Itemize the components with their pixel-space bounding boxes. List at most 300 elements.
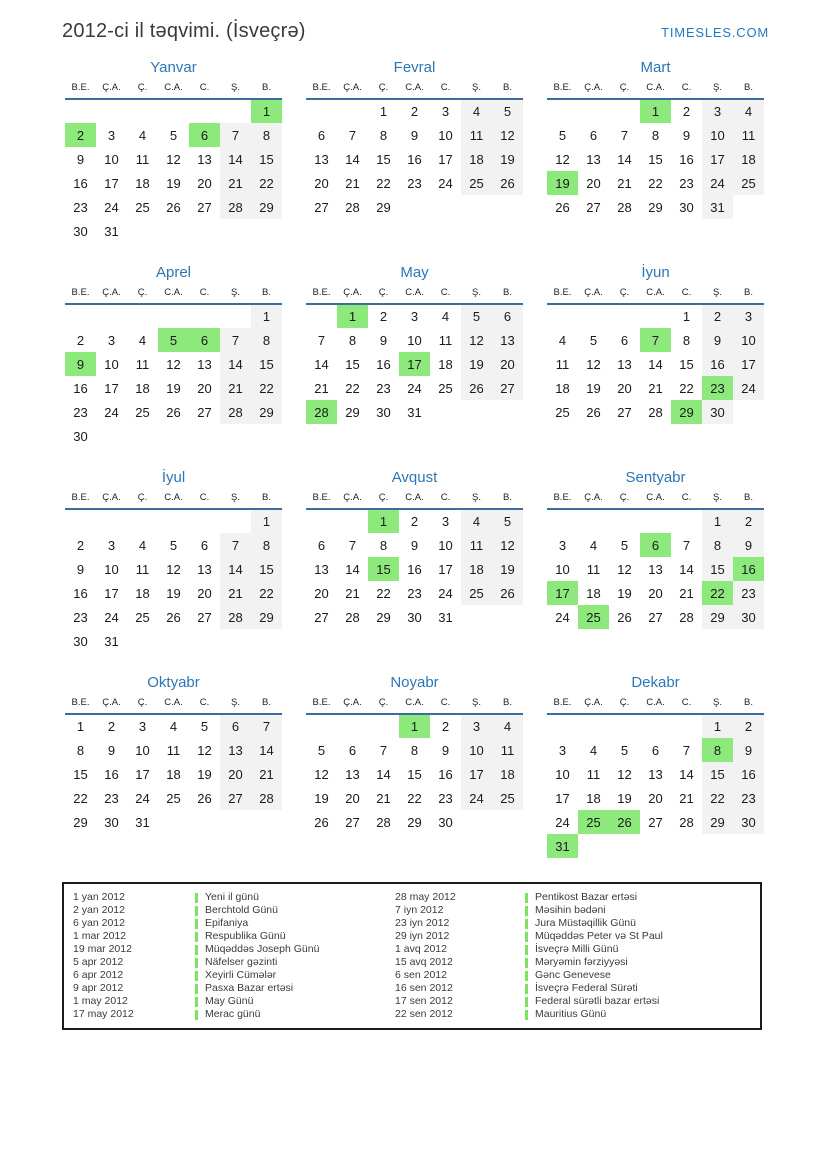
weekday-header: Ç. (609, 286, 640, 304)
day-cell: 7 (220, 328, 251, 352)
weekday-header: Ş. (702, 286, 733, 304)
holiday-tick-icon (525, 997, 528, 1007)
holiday-name-label: Məryəmin fərziyyəsi (535, 956, 628, 968)
day-cell: 9 (107, 742, 116, 758)
holiday-name (195, 930, 395, 943)
day-cell: 26 (166, 404, 181, 420)
day-cell: 4 (138, 537, 147, 553)
holiday-name-label: May Günü (205, 995, 254, 1007)
day-cell: 28 (345, 199, 360, 215)
day-cell: 12 (492, 533, 523, 557)
weekday-header: B. (492, 491, 523, 509)
day-cell-empty (671, 509, 702, 533)
day-cell: 29 (671, 400, 702, 424)
weekday-header: Ş. (220, 286, 251, 304)
day-cell: 11 (555, 356, 570, 372)
holiday-name-label: Məsihin bədəni (535, 904, 606, 916)
weekday-header: B.E. (547, 491, 578, 509)
day-cell: 25 (555, 404, 570, 420)
holiday-date: 15 avq 2012 (395, 956, 453, 968)
day-cell: 9 (682, 127, 691, 143)
holiday-name-label: Epifaniya (205, 917, 249, 929)
weekday-header: C.A. (399, 81, 430, 99)
day-cell: 28 (220, 605, 251, 629)
day-cell: 3 (107, 332, 116, 348)
day-cell: 3 (702, 99, 733, 123)
day-cell: 19 (617, 790, 632, 806)
day-cell: 2 (410, 104, 419, 119)
day-cell: 10 (733, 328, 764, 352)
day-cell: 16 (73, 175, 88, 191)
week-row (306, 304, 523, 328)
weekday-header: B. (733, 286, 764, 304)
day-cell: 14 (220, 557, 251, 581)
weekday-header: Ç.A. (578, 491, 609, 509)
day-cell: 20 (197, 175, 212, 191)
day-cell: 14 (251, 738, 282, 762)
day-cell: 25 (135, 199, 150, 215)
day-cell-empty (96, 424, 127, 448)
holiday-tick-icon (195, 945, 198, 955)
weekday-header: C. (430, 81, 461, 99)
week-row (547, 509, 764, 533)
day-cell: 7 (348, 537, 357, 553)
day-cell-empty (220, 810, 251, 834)
day-cell: 25 (135, 609, 150, 625)
holiday-date: 17 may 2012 (73, 1008, 134, 1020)
day-cell: 13 (197, 356, 212, 372)
day-cell: 12 (617, 561, 632, 577)
week-row (547, 99, 764, 123)
day-cell: 3 (733, 304, 764, 328)
holiday-name (195, 943, 395, 956)
day-cell: 13 (197, 151, 212, 167)
holiday-tick-icon (525, 984, 528, 994)
holiday-tick-icon (525, 945, 528, 955)
month-table (306, 696, 523, 834)
day-cell: 27 (314, 609, 329, 625)
holiday-name (525, 969, 756, 982)
day-cell: 25 (135, 404, 150, 420)
day-cell: 18 (135, 175, 150, 191)
month-table (65, 81, 282, 243)
day-cell-empty (578, 834, 609, 858)
day-cell: 1 (251, 509, 282, 533)
day-cell: 8 (702, 738, 733, 762)
weekday-header: Ç.A. (578, 81, 609, 99)
day-cell: 6 (200, 537, 209, 553)
day-cell-empty (578, 509, 609, 533)
day-cell: 7 (640, 328, 671, 352)
day-cell-empty (65, 509, 96, 533)
month-table (306, 491, 523, 629)
holiday-date: 28 may 2012 (395, 891, 456, 903)
holiday-name-label: Yeni il günü (205, 891, 259, 903)
day-cell: 6 (640, 533, 671, 557)
day-cell: 15 (251, 352, 282, 376)
weekday-header: B.E. (547, 286, 578, 304)
day-cell: 28 (251, 786, 282, 810)
week-row (65, 533, 282, 557)
weekday-header: C.A. (158, 696, 189, 714)
holiday-date: 5 apr 2012 (73, 956, 124, 968)
day-cell: 4 (169, 719, 178, 734)
legend-row (73, 930, 756, 943)
week-row (65, 738, 282, 762)
legend-row (73, 904, 756, 917)
day-cell: 2 (76, 537, 85, 553)
week-row (306, 786, 523, 810)
month-table (306, 286, 523, 424)
day-cell-empty (733, 400, 764, 424)
day-cell: 21 (314, 380, 329, 396)
day-cell: 23 (438, 790, 453, 806)
day-cell: 25 (166, 790, 181, 806)
week-row (547, 810, 764, 834)
day-cell: 19 (166, 585, 181, 601)
day-cell-empty (609, 714, 640, 738)
day-cell: 7 (620, 127, 629, 143)
day-cell: 4 (733, 99, 764, 123)
day-cell: 26 (586, 404, 601, 420)
day-cell-empty (492, 810, 523, 834)
day-cell: 11 (135, 356, 150, 372)
day-cell: 5 (169, 127, 178, 143)
day-cell: 20 (314, 175, 329, 191)
month-title: Yanvar (150, 59, 197, 76)
day-cell: 1 (640, 99, 671, 123)
holiday-date: 1 may 2012 (73, 995, 128, 1007)
week-row (306, 352, 523, 376)
day-cell: 20 (220, 762, 251, 786)
day-cell: 12 (617, 766, 632, 782)
month-title: Fevral (393, 59, 436, 76)
day-cell: 7 (220, 533, 251, 557)
weekday-header: Ç.A. (96, 696, 127, 714)
weekday-header: C.A. (158, 286, 189, 304)
day-cell-empty (640, 509, 671, 533)
day-cell-empty (251, 219, 282, 243)
day-cell: 27 (314, 199, 329, 215)
weekday-header: B.E. (547, 696, 578, 714)
day-cell: 20 (586, 175, 601, 191)
day-cell: 30 (376, 404, 391, 420)
week-row (547, 147, 764, 171)
month-aprel (62, 264, 285, 448)
month-mart (544, 59, 767, 219)
day-cell: 13 (492, 328, 523, 352)
day-cell: 13 (617, 356, 632, 372)
month-oktyabr (62, 674, 285, 834)
holiday-name (525, 956, 756, 969)
day-cell: 18 (461, 557, 492, 581)
day-cell-empty (671, 834, 702, 858)
day-cell: 5 (558, 127, 567, 143)
day-cell: 22 (702, 786, 733, 810)
day-cell: 15 (648, 151, 663, 167)
holiday-tick-icon (525, 1010, 528, 1020)
holiday-name-label: İsveçrə Milli Günü (535, 943, 619, 955)
day-cell-empty (306, 304, 337, 328)
day-cell: 22 (251, 581, 282, 605)
day-cell: 2 (682, 104, 691, 119)
week-row (65, 171, 282, 195)
month-title: Oktyabr (147, 674, 200, 691)
day-cell-empty (492, 400, 523, 424)
month-title: İyul (161, 469, 186, 486)
day-cell: 3 (107, 127, 116, 143)
day-cell: 22 (376, 175, 391, 191)
day-cell: 17 (438, 561, 453, 577)
day-cell-empty (306, 99, 337, 123)
day-cell: 9 (76, 151, 85, 167)
day-cell: 25 (438, 380, 453, 396)
week-row (306, 147, 523, 171)
week-row (547, 171, 764, 195)
holiday-tick-icon (195, 971, 198, 981)
week-row (306, 171, 523, 195)
day-cell: 17 (555, 790, 570, 806)
site-link[interactable]: TIMESLES.COM (661, 25, 769, 40)
week-row (65, 605, 282, 629)
weekday-header: C. (671, 81, 702, 99)
day-cell: 12 (555, 151, 570, 167)
day-cell: 21 (617, 175, 632, 191)
month-may (303, 264, 526, 424)
day-cell: 25 (492, 786, 523, 810)
holiday-date: 6 sen 2012 (395, 969, 447, 981)
day-cell: 8 (348, 332, 357, 348)
holiday-tick-icon (525, 971, 528, 981)
weekday-header: B.E. (65, 81, 96, 99)
day-cell: 14 (376, 766, 391, 782)
day-cell: 30 (73, 428, 88, 444)
day-cell-empty (220, 509, 251, 533)
day-cell: 17 (438, 151, 453, 167)
day-cell-empty (640, 714, 671, 738)
day-cell-empty (96, 304, 127, 328)
day-cell: 14 (679, 561, 694, 577)
weekday-header: C.A. (158, 81, 189, 99)
day-cell: 14 (314, 356, 329, 372)
day-cell-empty (220, 424, 251, 448)
day-cell: 16 (702, 352, 733, 376)
day-cell: 2 (379, 309, 388, 324)
day-cell: 24 (104, 199, 119, 215)
day-cell: 25 (578, 810, 609, 834)
day-cell: 28 (679, 814, 694, 830)
weekday-header: Ş. (461, 491, 492, 509)
day-cell-empty (96, 509, 127, 533)
weekday-header: B.E. (65, 491, 96, 509)
week-row (306, 195, 523, 219)
weekday-header: C. (189, 696, 220, 714)
month-dekabr (544, 674, 767, 858)
holiday-date: 29 iyn 2012 (395, 930, 450, 942)
holiday-tick-icon (195, 984, 198, 994)
day-cell: 4 (589, 742, 598, 758)
weekday-header: B. (251, 286, 282, 304)
day-cell: 23 (104, 790, 119, 806)
day-cell-empty (671, 714, 702, 738)
day-cell: 16 (73, 585, 88, 601)
day-cell: 5 (492, 99, 523, 123)
holiday-name (525, 891, 756, 904)
day-cell: 28 (617, 199, 632, 215)
week-row (65, 509, 282, 533)
day-cell: 19 (314, 790, 329, 806)
holiday-date: 2 yan 2012 (73, 904, 125, 916)
day-cell: 31 (104, 633, 119, 649)
weekday-header: Ç.A. (337, 491, 368, 509)
weekday-header: B.E. (65, 696, 96, 714)
day-cell: 18 (135, 585, 150, 601)
holiday-name-label: Müqəddəs Joseph Günü (205, 943, 320, 955)
day-cell: 11 (586, 561, 601, 577)
holiday-name (195, 995, 395, 1008)
day-cell: 16 (679, 151, 694, 167)
week-row (65, 147, 282, 171)
week-row (65, 123, 282, 147)
weekday-header: B. (733, 696, 764, 714)
day-cell: 28 (345, 609, 360, 625)
day-cell-empty (127, 304, 158, 328)
month-table (65, 696, 282, 834)
holiday-tick-icon (195, 919, 198, 929)
week-row (65, 714, 282, 738)
day-cell: 1 (76, 719, 85, 734)
day-cell: 19 (461, 352, 492, 376)
holiday-date: 1 yan 2012 (73, 891, 125, 903)
day-cell: 24 (438, 585, 453, 601)
day-cell: 4 (558, 332, 567, 348)
day-cell: 5 (461, 304, 492, 328)
calendar-grid (62, 59, 767, 858)
day-cell-empty (65, 99, 96, 123)
day-cell: 22 (702, 581, 733, 605)
week-row (547, 605, 764, 629)
day-cell: 26 (617, 609, 632, 625)
weekday-header: B. (492, 286, 523, 304)
day-cell: 28 (306, 400, 337, 424)
week-row (65, 352, 282, 376)
day-cell-empty (127, 99, 158, 123)
day-cell: 3 (410, 309, 419, 324)
month-title: Avqust (391, 469, 438, 486)
day-cell: 12 (586, 356, 601, 372)
day-cell: 22 (376, 585, 391, 601)
day-cell: 18 (733, 147, 764, 171)
weekday-header: C. (430, 491, 461, 509)
holiday-tick-icon (195, 1010, 198, 1020)
day-cell: 18 (135, 380, 150, 396)
day-cell: 11 (733, 123, 764, 147)
day-cell: 4 (492, 714, 523, 738)
day-cell-empty (578, 714, 609, 738)
weekday-header: C.A. (158, 491, 189, 509)
week-row (65, 581, 282, 605)
legend-row (73, 943, 756, 956)
day-cell: 6 (189, 328, 220, 352)
holiday-legend (62, 882, 762, 1030)
day-cell-empty (251, 629, 282, 653)
day-cell: 22 (345, 380, 360, 396)
day-cell: 27 (648, 814, 663, 830)
day-cell-empty (337, 714, 368, 738)
weekday-header: C. (430, 286, 461, 304)
day-cell: 9 (410, 537, 419, 553)
day-cell: 26 (197, 790, 212, 806)
day-cell: 1 (702, 714, 733, 738)
weekday-header: Ç. (127, 286, 158, 304)
day-cell-empty (220, 219, 251, 243)
week-row (547, 581, 764, 605)
week-row (547, 304, 764, 328)
day-cell: 8 (251, 328, 282, 352)
day-cell: 5 (200, 719, 209, 734)
weekday-header: Ş. (461, 81, 492, 99)
day-cell: 10 (104, 356, 119, 372)
weekday-header: Ş. (702, 81, 733, 99)
holiday-name (525, 917, 756, 930)
day-cell-empty (702, 834, 733, 858)
holiday-name-label: Müqəddəs Peter və St Paul (535, 930, 663, 942)
weekday-header: Ç. (368, 696, 399, 714)
month-table (547, 696, 764, 858)
day-cell-empty (368, 714, 399, 738)
day-cell: 2 (441, 719, 450, 734)
day-cell-empty (578, 304, 609, 328)
day-cell: 9 (733, 533, 764, 557)
holiday-tick-icon (195, 906, 198, 916)
day-cell: 29 (73, 814, 88, 830)
day-cell: 12 (166, 356, 181, 372)
day-cell-empty (547, 714, 578, 738)
day-cell: 31 (135, 814, 150, 830)
day-cell: 6 (220, 714, 251, 738)
month-table (306, 81, 523, 219)
holiday-date: 16 sen 2012 (395, 982, 453, 994)
weekday-header: Ç. (127, 81, 158, 99)
day-cell: 31 (438, 609, 453, 625)
weekday-header: Ş. (702, 491, 733, 509)
day-cell: 17 (702, 147, 733, 171)
week-row (65, 328, 282, 352)
day-cell: 3 (107, 537, 116, 553)
day-cell: 12 (166, 561, 181, 577)
day-cell: 9 (410, 127, 419, 143)
day-cell: 19 (197, 766, 212, 782)
day-cell: 21 (679, 585, 694, 601)
day-cell: 27 (220, 786, 251, 810)
day-cell: 28 (220, 400, 251, 424)
day-cell: 11 (492, 738, 523, 762)
day-cell: 9 (76, 561, 85, 577)
month-title: Aprel (155, 264, 192, 281)
day-cell: 12 (314, 766, 329, 782)
day-cell: 8 (251, 123, 282, 147)
day-cell: 23 (733, 786, 764, 810)
day-cell-empty (337, 509, 368, 533)
month-table (547, 286, 764, 424)
day-cell: 29 (702, 605, 733, 629)
legend-row (73, 995, 756, 1008)
day-cell: 22 (407, 790, 422, 806)
month-title: Sentyabr (625, 469, 686, 486)
holiday-name (195, 904, 395, 917)
month-sentyabr (544, 469, 767, 629)
day-cell: 20 (648, 585, 663, 601)
